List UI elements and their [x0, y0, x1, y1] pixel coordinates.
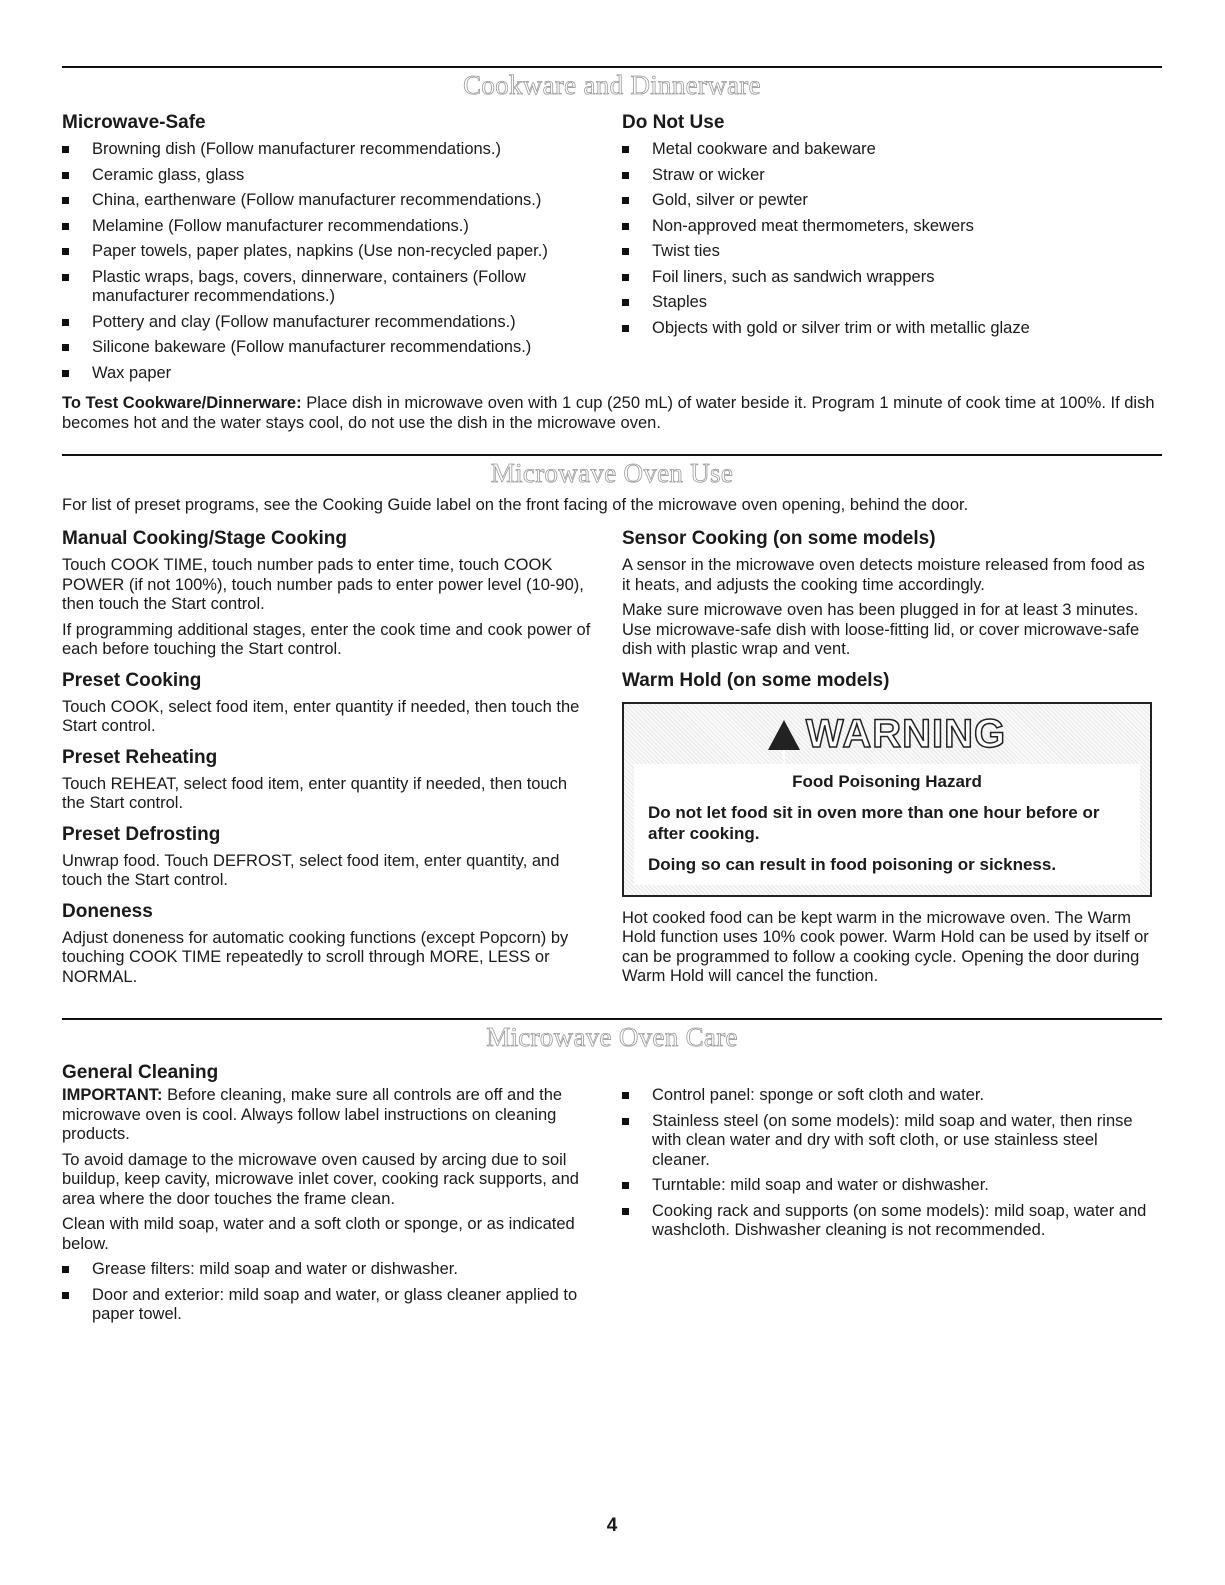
preset-programs-intro: For list of preset programs, see the Cooking Guide label on the front facing of the microwave oven opening, behind the door.: [62, 496, 969, 514]
list-item: Twist ties: [622, 242, 1162, 262]
list-item: Grease filters: mild soap and water or dishwasher.: [62, 1260, 592, 1280]
bullet-icon: [62, 1292, 69, 1299]
warning-body: [634, 764, 1140, 885]
section-rule: [62, 454, 1162, 456]
warm-hold-text: Hot cooked food can be kept warm in the microwave oven. The Warm Hold function uses 10% cook power. Warm Hold can be used by itself or can be programmed to follow a cooking cycle. Opening the door during Warm Hold will cancel the function.: [622, 908, 1149, 985]
warning-triangle-icon: !: [768, 720, 800, 750]
preset-reheating-text: Touch REHEAT, select food item, enter quantity if needed, then touch the Start control.: [62, 774, 568, 812]
list-item: China, earthenware (Follow manufacturer recommendations.): [62, 191, 592, 211]
list-item: Plastic wraps, bags, covers, dinnerware, containers (Follow manufacturer recommendations.): [62, 268, 592, 307]
bullet-icon: [622, 146, 629, 153]
preset-defrosting-text: Unwrap food. Touch DEFROST, select food item, enter quantity, and touch the Start control.: [62, 851, 560, 889]
bullet-icon: [622, 223, 629, 230]
list-item: Wax paper: [62, 364, 592, 384]
sensor-cooking-text-1: A sensor in the microwave oven detects moisture released from food as it heats, and adjusts the cooking time accordingly.: [622, 556, 1145, 594]
preset-cooking-text: Touch COOK, select food item, enter quantity if needed, then touch the Start control.: [62, 697, 580, 735]
list-item: Pottery and clay (Follow manufacturer recommendations.): [62, 313, 592, 333]
general-cleaning-heading: General Cleaning: [62, 1062, 219, 1083]
warning-label: WARNING: [805, 711, 1007, 756]
manual-cooking-text-2: If programming additional stages, enter the cook time and cook power of each before touching the Start control.: [62, 620, 591, 658]
list-item: Foil liners, such as sandwich wrappers: [622, 268, 1162, 288]
list-item: Ceramic glass, glass: [62, 166, 592, 186]
sensor-cooking-heading: Sensor Cooking (on some models): [622, 528, 936, 549]
oven-use-right-column: [622, 528, 1152, 993]
cleaning-list-right: [622, 1086, 1152, 1241]
bullet-icon: [62, 146, 69, 153]
bullet-icon: [62, 274, 69, 281]
doneness-text: Adjust doneness for automatic cooking functions (except Popcorn) by touching COOK TIME repeatedly to scroll through MORE, LESS or NORMAL.: [62, 928, 569, 986]
list-item: Browning dish (Follow manufacturer recommendations.): [62, 140, 592, 160]
bullet-icon: [622, 299, 629, 306]
oven-care-left-column: [62, 1062, 592, 1331]
manual-page: [62, 0, 1162, 1585]
list-item: Non-approved meat thermometers, skewers: [622, 217, 1162, 237]
bullet-icon: [622, 1092, 629, 1099]
bullet-icon: [62, 248, 69, 255]
bullet-icon: [622, 1208, 629, 1215]
bullet-icon: [622, 1118, 629, 1125]
bullet-icon: [622, 1182, 629, 1189]
list-item: Straw or wicker: [622, 166, 1162, 186]
section-title-oven-use: Microwave Oven Use: [490, 458, 734, 488]
cleaning-list-left: [62, 1260, 592, 1325]
list-item: Paper towels, paper plates, napkins (Use non-recycled paper.): [62, 242, 592, 262]
warning-box: [622, 702, 1152, 897]
oven-use-left-column: [62, 528, 592, 993]
bullet-icon: [62, 223, 69, 230]
important-text: Before cleaning, make sure all controls are off and the microwave oven is cool. Always follow label instructions on cleaning products.: [62, 1086, 563, 1143]
list-item: Melamine (Follow manufacturer recommendations.): [62, 217, 592, 237]
list-item: Control panel: sponge or soft cloth and water.: [622, 1086, 1152, 1106]
warning-text-1: Do not let food sit in oven more than one hour before or after cooking.: [648, 802, 1100, 843]
do-not-use-list: [622, 140, 1162, 338]
test-cookware-text: Place dish in microwave oven with 1 cup (250 mL) of water beside it. Program 1 minute of cook time at 100%. If dish becomes hot and the water stays cool, do not use the dish in the microwave oven.: [62, 394, 1155, 432]
microwave-safe-column: [62, 112, 592, 389]
list-item: Stainless steel (on some models): mild soap and water, then rinse with clean water and dry with soft cloth, or use stainless steel cleaner.: [622, 1112, 1152, 1171]
microwave-safe-list: [62, 140, 592, 383]
bullet-icon: [62, 319, 69, 326]
bullet-icon: [622, 248, 629, 255]
bullet-icon: [62, 370, 69, 377]
bullet-icon: [62, 172, 69, 179]
clean-with-paragraph: Clean with mild soap, water and a soft cloth or sponge, or as indicated below.: [62, 1215, 575, 1253]
list-item: Turntable: mild soap and water or dishwasher.: [622, 1176, 1152, 1196]
important-paragraph: [62, 1086, 592, 1145]
sensor-cooking-text-2: Make sure microwave oven has been plugged in for at least 3 minutes. Use microwave-safe dish with loose-fitting lid, or cover microwave-safe dish with plastic wrap and vent.: [622, 601, 1140, 658]
bullet-icon: [62, 344, 69, 351]
cookware-section: [62, 66, 1162, 446]
section-rule: [62, 66, 1162, 68]
list-item: Metal cookware and bakeware: [622, 140, 1162, 160]
test-cookware-paragraph: [62, 394, 1162, 433]
manual-cooking-heading: Manual Cooking/Stage Cooking: [62, 528, 348, 549]
section-title-cookware: Cookware and Dinnerware: [463, 70, 761, 100]
list-item: Door and exterior: mild soap and water, or glass cleaner applied to paper towel.: [62, 1286, 592, 1325]
section-rule: [62, 1018, 1162, 1020]
important-label: IMPORTANT:: [62, 1086, 163, 1104]
bullet-icon: [622, 325, 629, 332]
section-title-oven-care: Microwave Oven Care: [486, 1022, 738, 1052]
bullet-icon: [62, 1266, 69, 1273]
warning-text-2: Doing so can result in food poisoning or sickness.: [648, 854, 1057, 874]
preset-cooking-heading: Preset Cooking: [62, 669, 202, 691]
warning-hazard-title: Food Poisoning Hazard: [792, 771, 982, 791]
bullet-icon: [62, 197, 69, 204]
preset-reheating-heading: Preset Reheating: [62, 746, 218, 768]
list-item: Objects with gold or silver trim or with metallic glaze: [622, 319, 1162, 339]
warm-hold-heading: Warm Hold (on some models): [622, 669, 890, 691]
oven-use-section: [62, 454, 1162, 1014]
list-item: Silicone bakeware (Follow manufacturer recommendations.): [62, 338, 592, 358]
preset-defrosting-heading: Preset Defrosting: [62, 823, 221, 845]
doneness-heading: Doneness: [62, 900, 153, 922]
oven-care-section: [62, 1018, 1162, 1348]
do-not-use-column: [622, 112, 1162, 344]
list-item: Gold, silver or pewter: [622, 191, 1162, 211]
do-not-use-heading: Do Not Use: [622, 112, 725, 133]
page-number: 4: [606, 1515, 618, 1536]
arcing-paragraph: To avoid damage to the microwave oven caused by arcing due to soil buildup, keep cavity, microwave inlet cover, cooking rack supports, and area where the door touches the frame clean.: [62, 1150, 579, 1208]
test-cookware-label: To Test Cookware/Dinnerware:: [62, 394, 302, 412]
bullet-icon: [622, 172, 629, 179]
microwave-safe-heading: Microwave-Safe: [62, 112, 206, 133]
warning-header: [634, 704, 1140, 768]
list-item: Cooking rack and supports (on some models): mild soap, water and washcloth. Dishwasher cleaning is not recommended.: [622, 1202, 1152, 1241]
list-item: Staples: [622, 293, 1162, 313]
oven-care-right-column: [622, 1086, 1152, 1247]
bullet-icon: [622, 197, 629, 204]
manual-cooking-text-1: Touch COOK TIME, touch number pads to enter time, touch COOK POWER (if not 100%), touch number pads to enter power level (10-90), then touch the Start control.: [62, 556, 584, 613]
bullet-icon: [622, 274, 629, 281]
